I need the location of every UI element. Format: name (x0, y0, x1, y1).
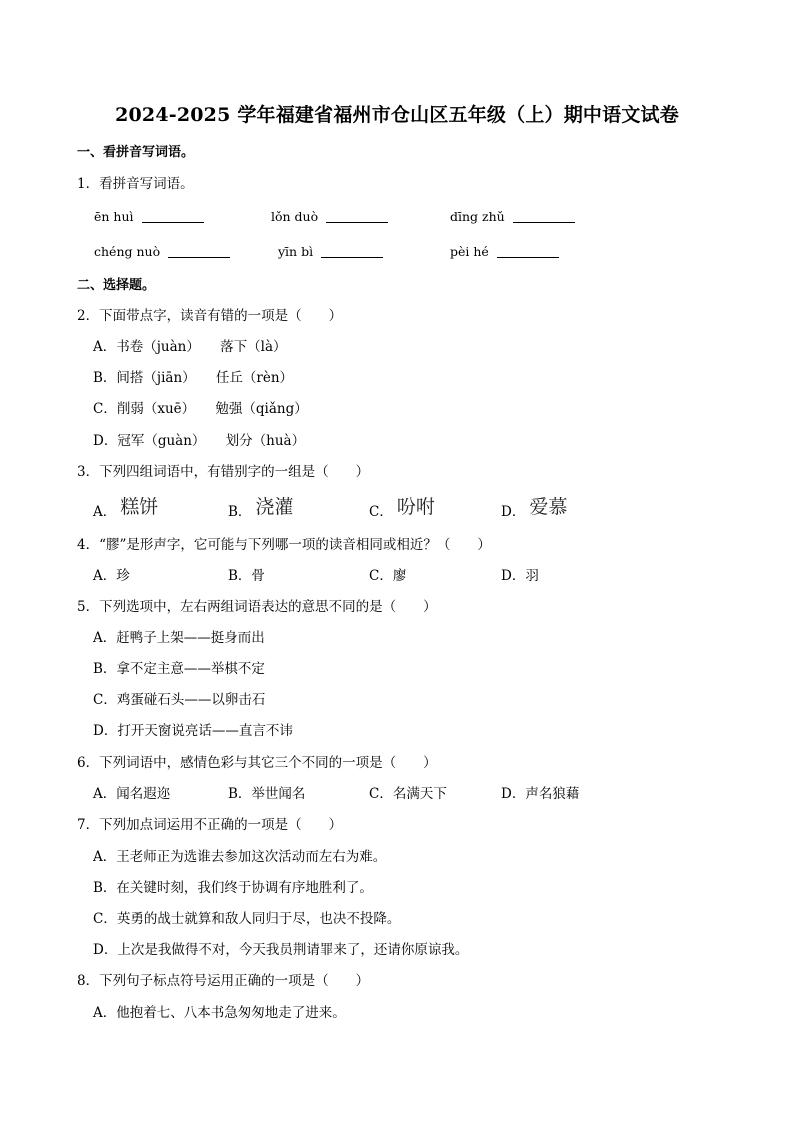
q2-option-c[interactable]: C．削弱（xuē） 勉强（qiǎng） (93, 401, 308, 417)
option-letter: D． (501, 504, 526, 520)
q7-option-a[interactable]: A．王老师正为选谁去参加这次活动而左右为难。 (93, 849, 387, 865)
q4-option-b[interactable]: B．骨 (228, 568, 265, 584)
q6-option-c[interactable]: C．名满天下 (369, 786, 447, 802)
pinyin-text: pèi hé (450, 244, 489, 259)
answer-blank[interactable] (497, 243, 559, 258)
option-letter: A． (93, 504, 117, 520)
pinyin-text: dīng zhǔ (450, 209, 505, 224)
option-word: 浇灌 (255, 496, 294, 518)
q1-item-4 (94, 242, 230, 262)
pinyin-text: lǒn duò (271, 209, 319, 224)
q4-stem: 4．“膠”是形声字，它可能与下列哪一项的读音相同或相近？（ ） (77, 537, 491, 553)
q2-option-b[interactable]: B．间搭（jiān） 任丘（rèn） (93, 370, 294, 386)
q6-stem: 6．下列词语中，感情色彩与其它三个不同的一项是（ ） (77, 755, 437, 771)
option-word: 吩咐 (396, 496, 435, 518)
q5-option-b[interactable]: B．拿不定主意——举棋不定 (93, 661, 265, 677)
pinyin-text: yīn bì (278, 244, 314, 259)
q5-option-a[interactable]: A．赶鸭子上架——挺身而出 (93, 630, 265, 646)
q2-option-d[interactable]: D．冠军（guàn） 划分（huà） (93, 433, 306, 449)
q4-option-a[interactable]: A．珍 (93, 568, 130, 584)
option-letter: C． (369, 504, 393, 520)
section-2-heading: 二、选择题。 (77, 278, 156, 293)
answer-blank[interactable] (326, 208, 388, 223)
q6-option-d[interactable]: D．声名狼藉 (501, 786, 580, 802)
q5-stem: 5．下列选项中，左右两组词语表达的意思不同的是（ ） (77, 599, 437, 615)
q1-item-3 (450, 207, 575, 227)
pinyin-text: ēn huì (94, 209, 134, 224)
option-word: 糕饼 (120, 496, 159, 518)
q7-option-b[interactable]: B．在关键时刻，我们终于协调有序地胜利了。 (93, 880, 373, 896)
q7-stem: 7．下列加点词运用不正确的一项是（ ） (77, 817, 343, 833)
q5-option-d[interactable]: D．打开天窗说亮话——直言不讳 (93, 723, 293, 739)
q1-item-1 (94, 207, 204, 227)
q8-stem: 8．下列句子标点符号运用正确的一项是（ ） (77, 973, 370, 989)
answer-blank[interactable] (513, 208, 575, 223)
q3-option-c[interactable] (369, 497, 435, 522)
option-letter: B． (228, 504, 252, 520)
q3-stem: 3．下列四组词语中，有错别字的一组是（ ） (77, 464, 370, 480)
q8-option-a[interactable]: A．他抱着七、八本书急匆匆地走了进来。 (93, 1005, 346, 1021)
page-title: 2024-2025 学年福建省福州市仓山区五年级（上）期中语文试卷 (115, 104, 679, 126)
q3-option-a[interactable] (93, 497, 158, 522)
q2-stem: 2．下面带点字，读音有错的一项是（ ） (77, 308, 343, 324)
q6-option-a[interactable]: A．闻名遐迩 (93, 786, 171, 802)
q3-option-d[interactable] (501, 497, 567, 522)
q1-item-5 (278, 242, 383, 262)
q1-item-2 (271, 207, 388, 227)
q4-option-c[interactable]: C．廖 (369, 568, 407, 584)
answer-blank[interactable] (321, 243, 383, 258)
option-word: 爱慕 (529, 496, 568, 518)
q5-option-c[interactable]: C．鸡蛋碰石头——以卵击石 (93, 692, 266, 708)
pinyin-text: chéng nuò (94, 244, 161, 259)
q7-option-c[interactable]: C．英勇的战士就算和敌人同归于尽，也决不投降。 (93, 911, 401, 927)
answer-blank[interactable] (142, 208, 204, 223)
section-1-heading: 一、看拼音写词语。 (77, 145, 195, 160)
q7-option-d[interactable]: D．上次是我做得不对，今天我员荆请罪来了，还请你原谅我。 (93, 942, 469, 958)
q1-stem: 1．看拼音写词语。 (77, 176, 194, 192)
q2-option-a[interactable]: A．书卷（juàn） 落下（là） (93, 339, 287, 355)
q1-item-6 (450, 242, 559, 262)
q3-option-b[interactable] (228, 497, 293, 522)
q4-option-d[interactable]: D．羽 (501, 568, 539, 584)
q6-option-b[interactable]: B．举世闻名 (228, 786, 306, 802)
answer-blank[interactable] (168, 243, 230, 258)
